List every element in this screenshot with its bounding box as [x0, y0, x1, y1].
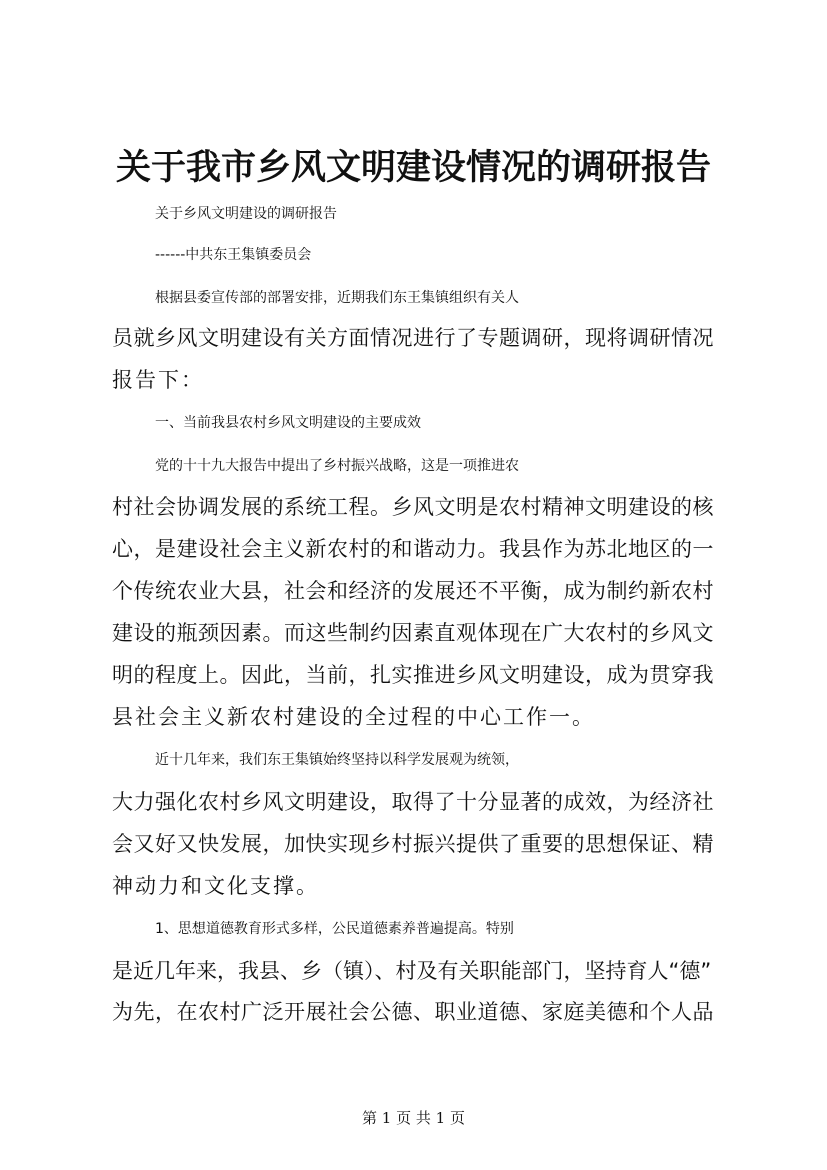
paragraph-line: 党的十十九大报告中提出了乡村振兴战略，这是一项推进农	[155, 458, 519, 474]
document-title: 关于我市乡风文明建设情况的调研报告	[115, 147, 711, 188]
paragraph-line: 明的程度上。因此，当前，扎实推进乡风文明建设，成为贯穿我	[112, 663, 714, 687]
paragraph-line: 神动力和文化支撑。	[112, 874, 319, 898]
paragraph-line: 是近几年来，我县、乡（镇）、村及有关职能部门，坚持育人“德”	[112, 959, 712, 983]
paragraph-line: 报告下：	[112, 368, 204, 392]
paragraph-line: 1、思想道德教育形式多样，公民道德素养普遍提高。特别	[155, 921, 514, 937]
paragraph-line: 个传统农业大县，社会和经济的发展还不平衡，成为制约新农村	[112, 579, 714, 603]
paragraph-line: 会又好又快发展，加快实现乡村振兴提供了重要的思想保证、精	[112, 832, 714, 856]
paragraph-line: 根据县委宣传部的部署安排，近期我们东王集镇组织有关人	[155, 290, 519, 306]
paragraph-line: 为先，在农村广泛开展社会公德、职业道德、家庭美德和个人品	[112, 1000, 714, 1024]
paragraph-line: 心，是建设社会主义新农村的和谐动力。我县作为苏北地区的一	[112, 537, 714, 561]
page-number-footer: 第 1 页 共 1 页	[362, 1109, 465, 1127]
paragraph-line: 县社会主义新农村建设的全过程的中心工作一。	[112, 705, 595, 729]
paragraph-line: 员就乡风文明建设有关方面情况进行了专题调研，现将调研情况	[112, 326, 714, 350]
document-subtitle: 关于乡风文明建设的调研报告	[155, 206, 337, 222]
paragraph-line: 大力强化农村乡风文明建设，取得了十分显著的成效，为经济社	[112, 790, 714, 814]
paragraph-line: 建设的瓶颈因素。而这些制约因素直观体现在广大农村的乡风文	[112, 621, 714, 645]
paragraph-line: 村社会协调发展的系统工程。乡风文明是农村精神文明建设的核	[112, 495, 714, 519]
document-author: ------中共东王集镇委员会	[155, 247, 312, 263]
section-heading: 一、当前我县农村乡风文明建设的主要成效	[155, 415, 421, 431]
paragraph-line: 近十几年来，我们东王集镇始终坚持以科学发展观为统领，	[155, 752, 519, 768]
